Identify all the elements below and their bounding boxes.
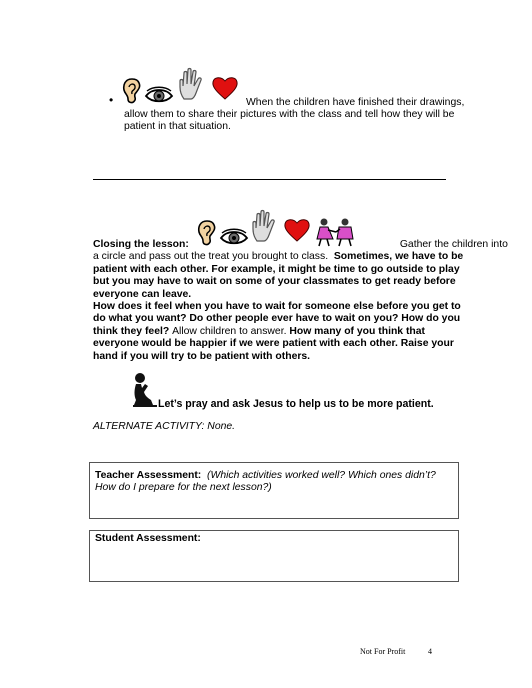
closing-line-10: hand if you will try to be patient with others. — [93, 350, 311, 362]
teacher-assessment-label: Teacher Assessment: — [95, 470, 202, 481]
ear-icon — [121, 77, 143, 105]
bullet-text-line-3: patient in that situation. — [124, 121, 231, 132]
closing-label: Closing the lesson: — [93, 239, 189, 250]
student-assessment-box — [89, 530, 459, 582]
closing-line-8-bold-2: How many of you think that — [289, 325, 426, 337]
eye-icon — [144, 86, 174, 104]
closing-lesson-paragraph — [93, 239, 508, 363]
closing-line-2-bold: Sometimes, we have to be — [333, 251, 464, 263]
heart-icon — [211, 75, 239, 101]
prayer-text: Let’s pray and ask Jesus to help us to be more patient. — [158, 398, 434, 410]
closing-line-1-tail: Gather the children into — [399, 239, 508, 250]
closing-line-9: everyone would be happier if we were patient with each other. Raise your — [93, 338, 454, 350]
hand-icon — [250, 209, 276, 243]
bullet-text-line-1: When the children have finished their drawings, — [246, 97, 465, 108]
closing-line-8-plain: Allow children to answer. — [172, 325, 287, 337]
closing-line-5: everyone can leave. — [93, 288, 192, 300]
closing-line-3: patient with each other. For example, it might be time to go outside to play — [93, 263, 460, 275]
alternate-activity: ALTERNATE ACTIVITY: None. — [93, 421, 236, 432]
closing-line-6: How does it feel when you have to wait for someone else before you get to — [93, 301, 461, 313]
praying-child-icon — [131, 372, 159, 408]
teacher-assessment-question-1: (Which activities worked well? Which ones didn’t? — [207, 470, 436, 481]
closing-line-8-bold: think they feel? — [93, 325, 170, 337]
student-assessment-label: Student Assessment: — [95, 533, 201, 544]
closing-line-4: but you may have to wait on some of your classmates to get ready before — [93, 276, 456, 288]
closing-line-2-plain: a circle and pass out the treat you brought to class. — [93, 251, 329, 263]
hand-icon — [177, 67, 203, 101]
bullet-marker: • — [109, 93, 114, 107]
teacher-assessment-question-2: How do I prepare for the next lesson?) — [95, 482, 272, 493]
section-divider — [93, 179, 446, 180]
teacher-assessment-box — [89, 462, 459, 519]
bullet-text-line-2: allow them to share their pictures with the class and tell how they will be — [124, 109, 455, 120]
page-number: 4 — [428, 647, 432, 656]
footer-note: Not For Profit — [360, 647, 406, 656]
closing-line-7: do what you want? Do other people ever have to wait on you? How do you — [93, 313, 461, 325]
